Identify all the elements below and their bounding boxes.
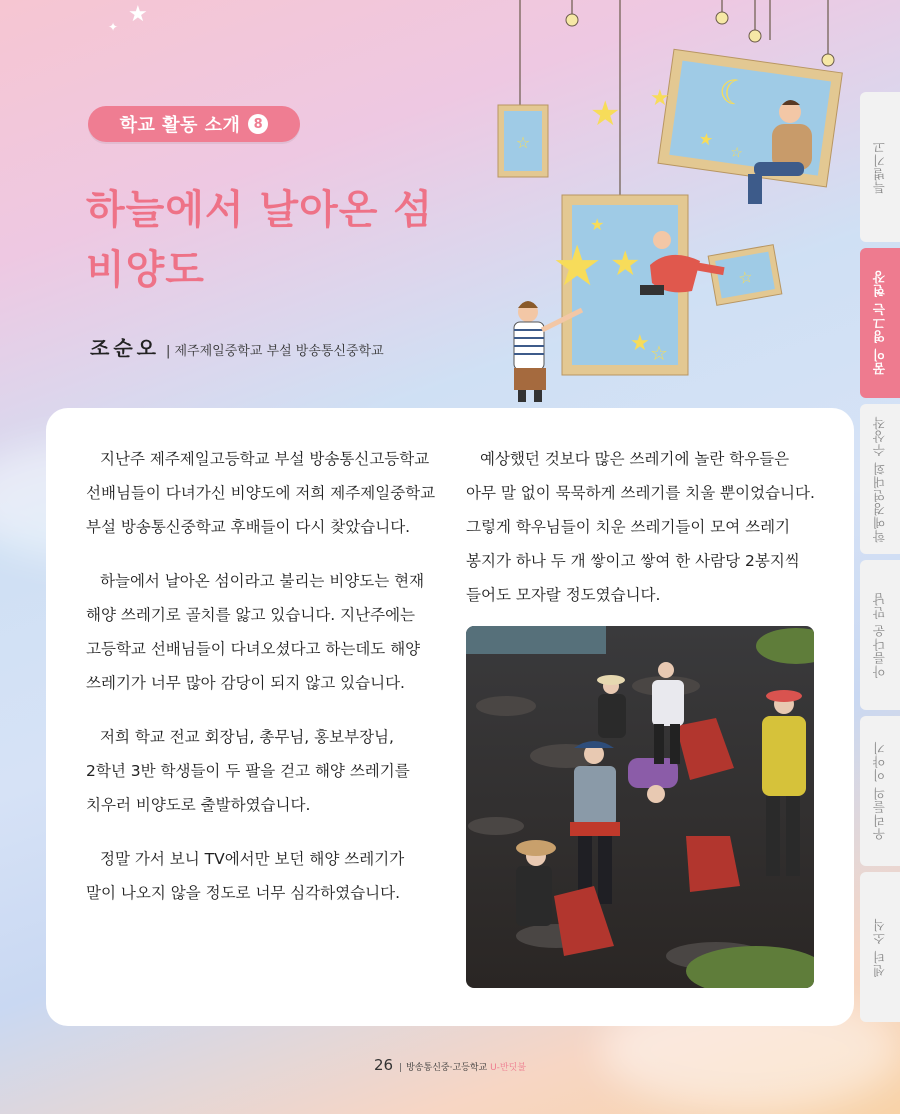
tab-beautiful-meeting[interactable]: 아름다운 만남 (860, 560, 900, 710)
page-title (86, 180, 433, 300)
page-number: 26 (373, 1056, 394, 1074)
svg-text:☆: ☆ (736, 266, 755, 289)
magazine-brand: U-반딧불 (490, 1063, 527, 1073)
paragraph: 저희 학교 전교 회장님, 총무님, 홍보부장님, 2학년 3반 학생들이 두 팔을 걷고 해양 쓰레기를 치우러 비양도로 출발하였습니다. (86, 728, 410, 814)
svg-text:★: ★ (590, 215, 605, 234)
moon-icon: ☾ (715, 71, 752, 116)
svg-text:☆: ☆ (515, 133, 531, 152)
page-footer: 26 | 방송통신중·고등학교 U-반딧불 (373, 1056, 527, 1074)
article-left-column (86, 442, 438, 930)
section-badge-number: 8 (248, 114, 268, 134)
author-name: 조순오 (90, 336, 160, 360)
author-affiliation: | 제주제일중학교 부설 방송통신중학교 (165, 344, 384, 359)
tab-our-stories[interactable]: 우리들의 이야기 (860, 716, 900, 866)
section-badge (88, 106, 300, 142)
tab-center-news[interactable]: 센터 소식 (860, 872, 900, 1022)
star-icon: ✦ (108, 20, 119, 34)
article-right-column (466, 442, 818, 632)
paragraph: 예상했던 것보다 많은 쓰레기에 놀란 학우들은 아무 말 없이 묵묵하게 쓰레기를 치울 뿐이었습니다. 그렇게 학우님들이 치운 쓰레기들이 모여 쓰레기 봉지가 하나 두 개 쌓이고 쌓여 한 사람당 2봉지씩 들어도 모자랄 정도였습니다. (466, 450, 815, 604)
svg-text:★: ★ (610, 244, 641, 284)
title-line-2: 비양도 (86, 247, 205, 293)
cleanup-photo (466, 626, 814, 988)
paragraph: 지난주 제주제일고등학교 부설 방송통신고등학교 선배님들이 다녀가신 비양도에 저희 제주제일중학교 부설 방송통신중학교 후배들이 다시 찾았습니다. (86, 450, 436, 536)
paragraph: 정말 가서 보니 TV에서만 보던 해양 쓰레기가 말이 나오지 않을 정도로 너무 심각하였습니다. (86, 850, 405, 902)
svg-text:★: ★ (630, 331, 650, 356)
star-icon: ★ (128, 2, 148, 27)
svg-text:★: ★ (650, 86, 670, 111)
title-line-1: 하늘에서 날아온 섬 (86, 187, 433, 233)
sky-frames-illustration (490, 0, 860, 410)
tab-special-contribution[interactable]: 특별기고 (860, 92, 900, 242)
svg-text:☆: ☆ (650, 341, 668, 365)
article-card (46, 408, 854, 1026)
publication-name: 방송통신중·고등학교 (406, 1063, 488, 1073)
paragraph: 하늘에서 날아온 섬이라고 불리는 비양도는 현재 해양 쓰레기로 골치를 앓고 있습니다. 지난주에는 고등학교 선배님들이 다녀오셨다고 하는데도 해양 쓰레기가 너무 많아 감당이 되지 않고 있습니다. (86, 572, 425, 692)
tab-contest-winners[interactable]: 학예경연대회 수상작 (860, 404, 900, 554)
tab-dream-field[interactable]: 꿈이 영그는 현장 (860, 248, 900, 398)
svg-text:★: ★ (552, 234, 603, 299)
svg-text:★: ★ (697, 128, 715, 150)
section-badge-label: 학교 활동 소개 (119, 115, 241, 136)
svg-text:☆: ☆ (729, 144, 744, 162)
svg-text:★: ★ (590, 94, 621, 134)
side-tab-nav (860, 92, 900, 1028)
author-line (90, 332, 384, 361)
